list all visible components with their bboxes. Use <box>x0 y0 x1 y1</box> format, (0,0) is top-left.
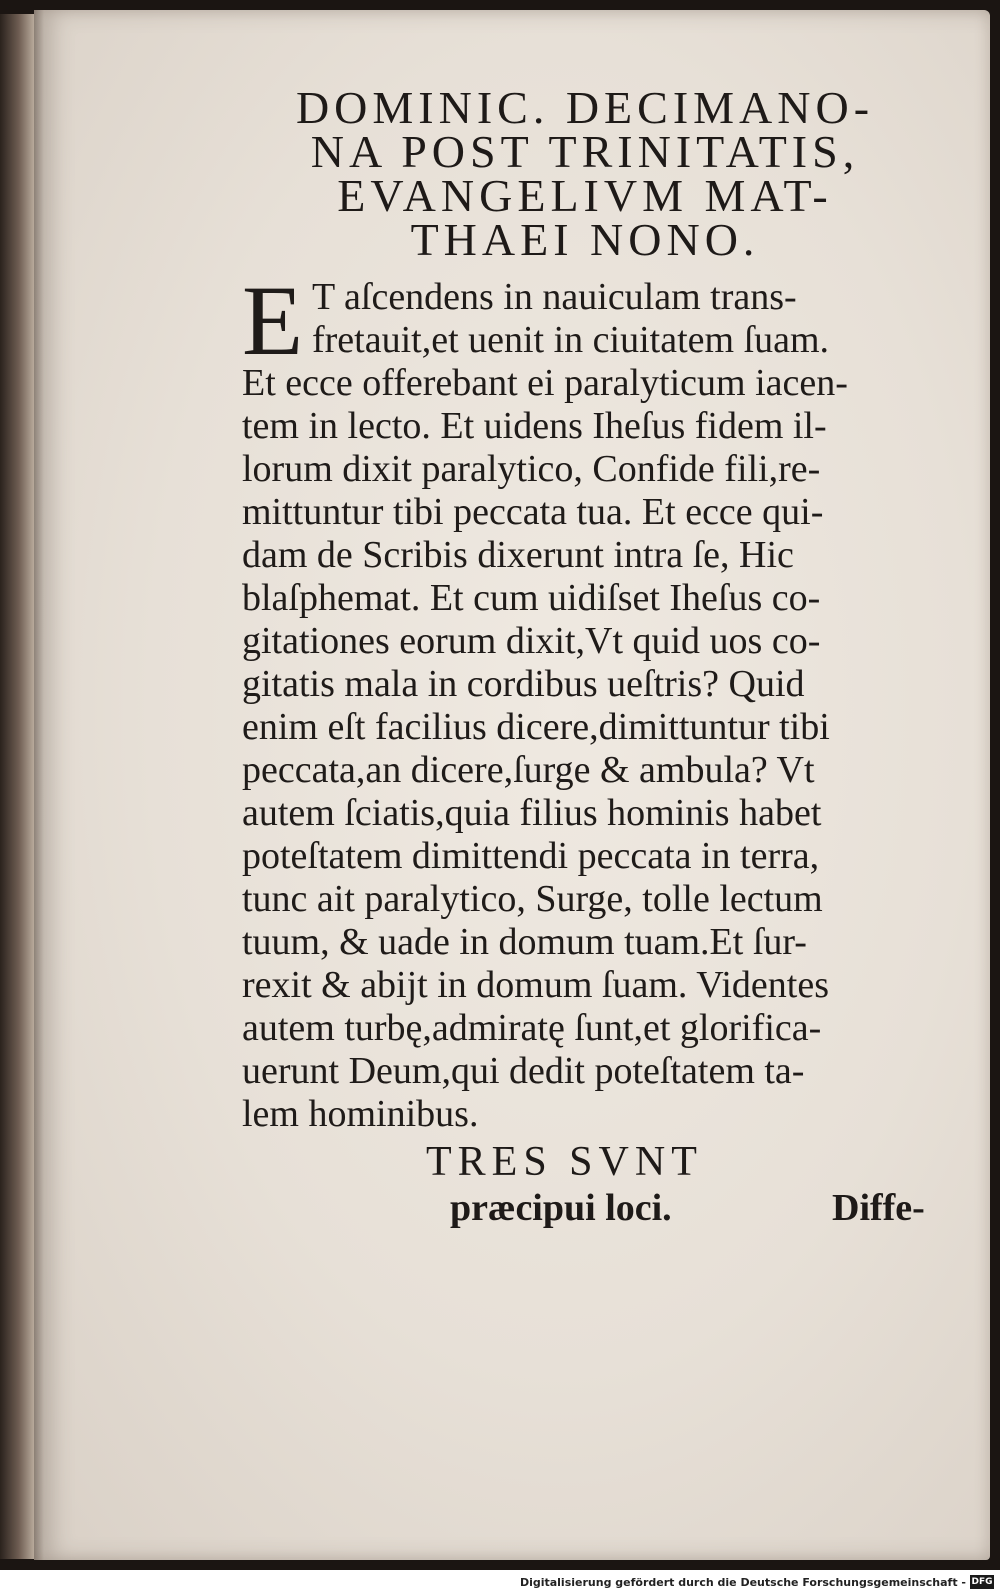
text-line: autem ſciatis,quia filius hominis habet <box>242 792 822 834</box>
text-line: Et ecce offerebant ei paralyticum iacen- <box>242 362 848 404</box>
text-line: uerunt Deum,qui dedit poteſtatem ta- <box>242 1050 805 1092</box>
text-line: gitatis mala in cordibus ueſtris? Quid <box>242 663 805 705</box>
page-fold-shadow <box>34 10 44 1560</box>
catchword: Diffe- <box>832 1187 925 1229</box>
text-line: T aſcendens in nauiculam trans- <box>312 276 797 318</box>
heading-line: EVANGELIVM MAT- <box>337 170 833 221</box>
text-line: fretauit,et uenit in ciuitatem ſuam. <box>312 319 830 361</box>
text-line: tem in lecto. Et uidens Iheſus fidem il- <box>242 405 827 447</box>
drop-cap: E <box>242 265 304 376</box>
text-line: dam de Scribis dixerunt intra ſe, Hic <box>242 534 794 576</box>
text-line: tunc ait paralytico, Surge, tolle lectum <box>242 878 823 920</box>
footer-credit: Digitalisierung gefördert durch die Deutsche Forschungsgemeinschaft - <box>519 1576 966 1589</box>
gospel-text <box>242 265 942 1136</box>
text-line: autem turbę,admiratę ſunt,et glorifica- <box>242 1007 822 1049</box>
section-subtitle: præcipui loci. <box>450 1187 672 1229</box>
section-title: TRES SVNT <box>426 1139 703 1185</box>
text-line: gitationes eorum dixit,Vt quid uos co- <box>242 620 821 662</box>
text-line: rexit & abijt in domum ſuam. Videntes <box>242 964 829 1006</box>
footer-bar <box>0 1570 1000 1596</box>
text-line: enim eſt facilius dicere,dimittuntur tibi <box>242 706 830 748</box>
text-line: peccata,an dicere,ſurge & ambula? Vt <box>242 749 815 791</box>
text-line: tuum, & uade in domum tuam.Et ſur- <box>242 921 807 963</box>
page-heading <box>250 82 920 265</box>
text-line: mittuntur tibi peccata tua. Et ecce qui- <box>242 491 824 533</box>
heading-line: DOMINIC. DECIMANO- <box>295 82 875 133</box>
text-line: lem hominibus. <box>242 1093 479 1135</box>
text-line: poteſtatem dimittendi peccata in terra, <box>242 835 820 877</box>
text-line: lorum dixit paralytico, Confide fili,re- <box>242 448 821 490</box>
heading-line: NA POST TRINITATIS, <box>310 126 860 177</box>
heading-line: THAEI NONO. <box>410 214 760 265</box>
dfg-logo: DFG <box>971 1577 993 1587</box>
book-spine <box>0 14 34 1559</box>
text-line: blaſphemat. Et cum uidiſset Iheſus co- <box>242 577 821 619</box>
